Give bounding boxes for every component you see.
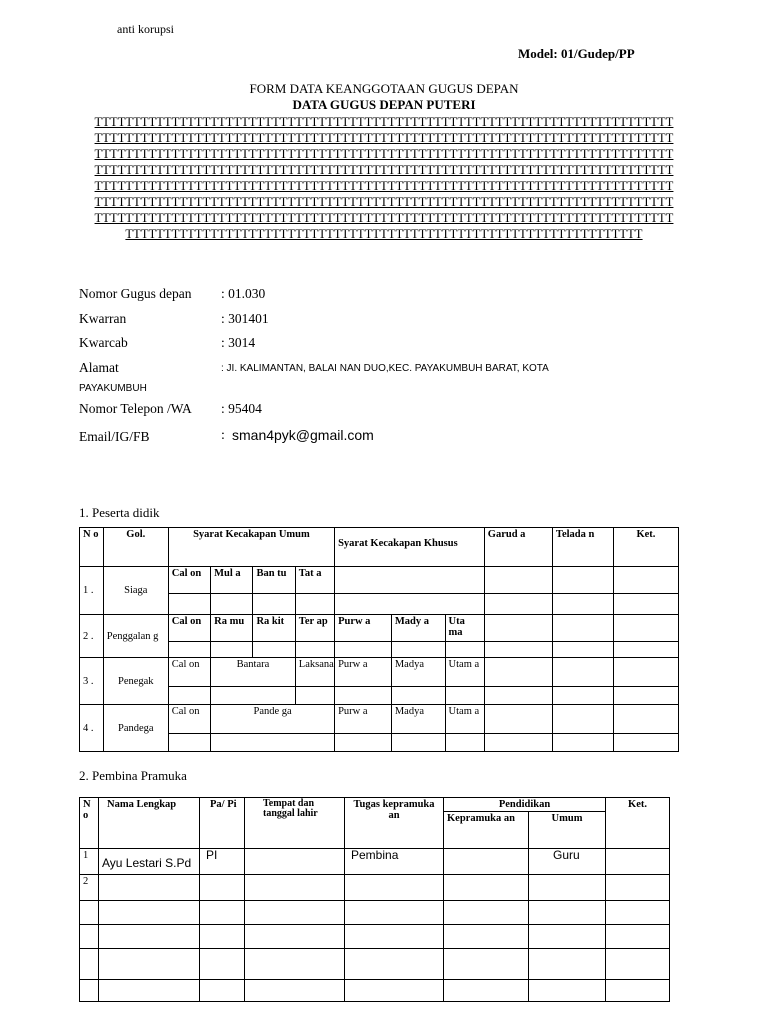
header-papi: Pa/ Pi bbox=[200, 798, 245, 849]
cell bbox=[613, 687, 678, 705]
cell bbox=[99, 949, 200, 980]
filler-line: TTTTTTTTTTTTTTTTTTTTTTTTTTTTTTTTTTTTTTTTTTTTTTTTTTTTTTTTTTTTTTTTTTTTTTTTTTT bbox=[94, 131, 674, 145]
cell bbox=[606, 901, 670, 925]
cell bbox=[335, 687, 392, 705]
cell: Utam a bbox=[445, 658, 484, 687]
header-tugas: Tugas kepramuka an bbox=[345, 798, 444, 849]
cell: Cal on bbox=[168, 615, 210, 642]
cell bbox=[484, 687, 552, 705]
cell: Utam a bbox=[445, 705, 484, 734]
cell: Ra mu bbox=[211, 615, 253, 642]
email-value: sman4pyk@gmail.com bbox=[232, 427, 374, 443]
gugus-value: : 01.030 bbox=[221, 286, 266, 301]
cell bbox=[391, 734, 445, 752]
cell bbox=[445, 734, 484, 752]
row-no: 1 bbox=[80, 849, 99, 875]
filler-line: TTTTTTTTTTTTTTTTTTTTTTTTTTTTTTTTTTTTTTTTTTTTTTTTTTTTTTTTTTTTTTTTTTT bbox=[125, 227, 643, 241]
cell bbox=[245, 875, 345, 901]
email-label: Email/IG/FB bbox=[79, 429, 150, 444]
cell: Cal on bbox=[168, 658, 210, 687]
cell bbox=[245, 980, 345, 1002]
cell bbox=[80, 980, 99, 1002]
row-kepramukaan bbox=[444, 849, 529, 875]
cell bbox=[211, 594, 253, 615]
cell bbox=[168, 687, 210, 705]
row-papi: PI bbox=[200, 849, 245, 875]
cell: Purw a bbox=[335, 705, 392, 734]
cell bbox=[606, 925, 670, 949]
cell bbox=[80, 925, 99, 949]
header-tempat: Tempat dan tanggal lahir bbox=[245, 798, 345, 849]
cell bbox=[552, 705, 613, 734]
cell bbox=[444, 925, 529, 949]
cell bbox=[613, 734, 678, 752]
cell bbox=[552, 567, 613, 594]
cell: Bantara bbox=[211, 658, 296, 687]
row-tempat bbox=[245, 849, 345, 875]
cell bbox=[200, 901, 245, 925]
kwarcab-label: Kwarcab bbox=[79, 335, 128, 350]
filler-line: TTTTTTTTTTTTTTTTTTTTTTTTTTTTTTTTTTTTTTTTTTTTTTTTTTTTTTTTTTTTTTTTTTTTTTTTTTT bbox=[94, 211, 674, 225]
cell: Purw a bbox=[335, 615, 392, 642]
cell bbox=[606, 875, 670, 901]
cell: Madya bbox=[391, 658, 445, 687]
row-tugas: Pembina bbox=[345, 849, 444, 875]
cell bbox=[345, 925, 444, 949]
cell bbox=[529, 875, 606, 901]
header-ket: Ket. bbox=[606, 798, 670, 849]
filler-line: TTTTTTTTTTTTTTTTTTTTTTTTTTTTTTTTTTTTTTTTTTTTTTTTTTTTTTTTTTTTTTTTTTTTTTTTTTT bbox=[94, 163, 674, 177]
header-teladan: Telada n bbox=[552, 528, 613, 567]
cell bbox=[613, 567, 678, 594]
cell bbox=[444, 901, 529, 925]
header-pendidikan: Pendidikan bbox=[444, 798, 606, 812]
cell bbox=[253, 642, 295, 658]
row-nama: Ayu Lestari S.Pd bbox=[99, 849, 200, 875]
row-ket bbox=[606, 849, 670, 875]
cell: Ban tu bbox=[253, 567, 295, 594]
cell bbox=[552, 594, 613, 615]
cell bbox=[245, 925, 345, 949]
cell bbox=[484, 567, 552, 594]
cell bbox=[295, 594, 334, 615]
cell bbox=[484, 594, 552, 615]
alamat-continued: PAYAKUMBUH bbox=[79, 383, 147, 394]
cell bbox=[484, 615, 552, 642]
cell: Pande ga bbox=[211, 705, 335, 734]
cell bbox=[391, 642, 445, 658]
kwarran-value: : 301401 bbox=[221, 311, 269, 326]
cell bbox=[552, 734, 613, 752]
cell bbox=[80, 949, 99, 980]
header-no: N o bbox=[80, 528, 104, 567]
cell bbox=[391, 687, 445, 705]
cell bbox=[345, 980, 444, 1002]
cell bbox=[552, 615, 613, 642]
cell bbox=[200, 980, 245, 1002]
cell bbox=[529, 949, 606, 980]
cell bbox=[245, 901, 345, 925]
kwarran-label: Kwarran bbox=[79, 311, 127, 326]
cell bbox=[168, 642, 210, 658]
cell bbox=[613, 594, 678, 615]
row-no: 1 . bbox=[80, 567, 104, 615]
alamat-label: Alamat bbox=[79, 360, 119, 375]
cell: Purw a bbox=[335, 658, 392, 687]
cell: Mady a bbox=[391, 615, 445, 642]
cell: Ter ap bbox=[295, 615, 334, 642]
cell bbox=[345, 875, 444, 901]
cell bbox=[200, 925, 245, 949]
row-gol: Penegak bbox=[103, 658, 168, 705]
cell bbox=[529, 980, 606, 1002]
cell: Laksana bbox=[295, 658, 334, 687]
model-code: Model: 01/Gudep/PP bbox=[518, 46, 635, 61]
cell: Tat a bbox=[295, 567, 334, 594]
cell bbox=[606, 949, 670, 980]
cell bbox=[552, 642, 613, 658]
cell bbox=[606, 980, 670, 1002]
cell bbox=[613, 705, 678, 734]
cell bbox=[445, 642, 484, 658]
header-nama: Nama Lengkap bbox=[99, 798, 200, 849]
section-peserta-heading: 1. Peserta didik bbox=[79, 505, 160, 520]
cell bbox=[335, 567, 485, 594]
cell bbox=[335, 594, 485, 615]
cell bbox=[80, 901, 99, 925]
header-ket: Ket. bbox=[613, 528, 678, 567]
cell bbox=[529, 925, 606, 949]
cell: Ra kit bbox=[253, 615, 295, 642]
cell bbox=[484, 642, 552, 658]
filler-line: TTTTTTTTTTTTTTTTTTTTTTTTTTTTTTTTTTTTTTTTTTTTTTTTTTTTTTTTTTTTTTTTTTTTTTTTTTT bbox=[94, 115, 674, 129]
cell bbox=[529, 901, 606, 925]
form-title: FORM DATA KEANGGOTAAN GUGUS DEPAN bbox=[249, 81, 519, 96]
cell bbox=[211, 642, 253, 658]
cell bbox=[168, 734, 210, 752]
cell bbox=[445, 687, 484, 705]
alamat-value: : JI. KALIMANTAN, BALAI NAN DUO,KEC. PAYAKUMBUH BARAT, KOTA bbox=[221, 363, 549, 374]
cell bbox=[335, 734, 392, 752]
cell: Madya bbox=[391, 705, 445, 734]
telepon-value: : 95404 bbox=[221, 401, 262, 416]
row-gol: Penggalan g bbox=[103, 615, 168, 658]
top-note: anti korupsi bbox=[117, 22, 174, 36]
cell: Cal on bbox=[168, 705, 210, 734]
cell bbox=[552, 658, 613, 687]
cell bbox=[99, 901, 200, 925]
cell bbox=[552, 687, 613, 705]
cell bbox=[99, 980, 200, 1002]
filler-line: TTTTTTTTTTTTTTTTTTTTTTTTTTTTTTTTTTTTTTTTTTTTTTTTTTTTTTTTTTTTTTTTTTTTTTTTTTT bbox=[94, 195, 674, 209]
row-umum: Guru bbox=[529, 849, 606, 875]
cell bbox=[99, 925, 200, 949]
header-sku: Syarat Kecakapan Umum bbox=[168, 528, 334, 567]
peserta-table bbox=[79, 527, 679, 752]
cell: Mul a bbox=[211, 567, 253, 594]
cell bbox=[253, 594, 295, 615]
row-no: 2 bbox=[80, 875, 99, 901]
cell bbox=[613, 658, 678, 687]
row-no: 2 . bbox=[80, 615, 104, 658]
cell: Uta ma bbox=[445, 615, 484, 642]
header-kepramukaan: Kepramuka an bbox=[444, 812, 529, 849]
header-garuda: Garud a bbox=[484, 528, 552, 567]
cell bbox=[295, 687, 334, 705]
cell bbox=[484, 705, 552, 734]
kwarcab-value: : 3014 bbox=[221, 335, 256, 350]
cell bbox=[444, 980, 529, 1002]
cell bbox=[245, 949, 345, 980]
filler-line: TTTTTTTTTTTTTTTTTTTTTTTTTTTTTTTTTTTTTTTTTTTTTTTTTTTTTTTTTTTTTTTTTTTTTTTTTTT bbox=[94, 179, 674, 193]
section-pembina-heading: 2. Pembina Pramuka bbox=[79, 768, 187, 783]
cell bbox=[613, 642, 678, 658]
cell bbox=[345, 901, 444, 925]
cell bbox=[484, 658, 552, 687]
form-subtitle: DATA GUGUS DEPAN PUTERI bbox=[292, 97, 476, 112]
header-umum: Umum bbox=[529, 812, 606, 849]
cell bbox=[444, 875, 529, 901]
header-gol: Gol. bbox=[103, 528, 168, 567]
cell bbox=[200, 949, 245, 980]
filler-line: TTTTTTTTTTTTTTTTTTTTTTTTTTTTTTTTTTTTTTTTTTTTTTTTTTTTTTTTTTTTTTTTTTTTTTTTTTT bbox=[94, 147, 674, 161]
row-no: 3 . bbox=[80, 658, 104, 705]
cell: Cal on bbox=[168, 567, 210, 594]
cell bbox=[99, 875, 200, 901]
cell bbox=[211, 687, 296, 705]
email-separator: : bbox=[221, 428, 225, 443]
cell bbox=[484, 734, 552, 752]
telepon-label: Nomor Telepon /WA bbox=[79, 401, 192, 416]
cell bbox=[211, 734, 335, 752]
gugus-label: Nomor Gugus depan bbox=[79, 286, 192, 301]
cell bbox=[345, 949, 444, 980]
cell bbox=[335, 642, 392, 658]
cell bbox=[200, 875, 245, 901]
row-no: 4 . bbox=[80, 705, 104, 752]
pembina-table bbox=[79, 797, 670, 1002]
row-gol: Siaga bbox=[103, 567, 168, 615]
header-skk: Syarat Kecakapan Khusus bbox=[335, 528, 485, 567]
cell bbox=[444, 949, 529, 980]
row-gol: Pandega bbox=[103, 705, 168, 752]
cell bbox=[613, 615, 678, 642]
cell bbox=[295, 642, 334, 658]
header-no: N o bbox=[80, 798, 99, 849]
cell bbox=[168, 594, 210, 615]
